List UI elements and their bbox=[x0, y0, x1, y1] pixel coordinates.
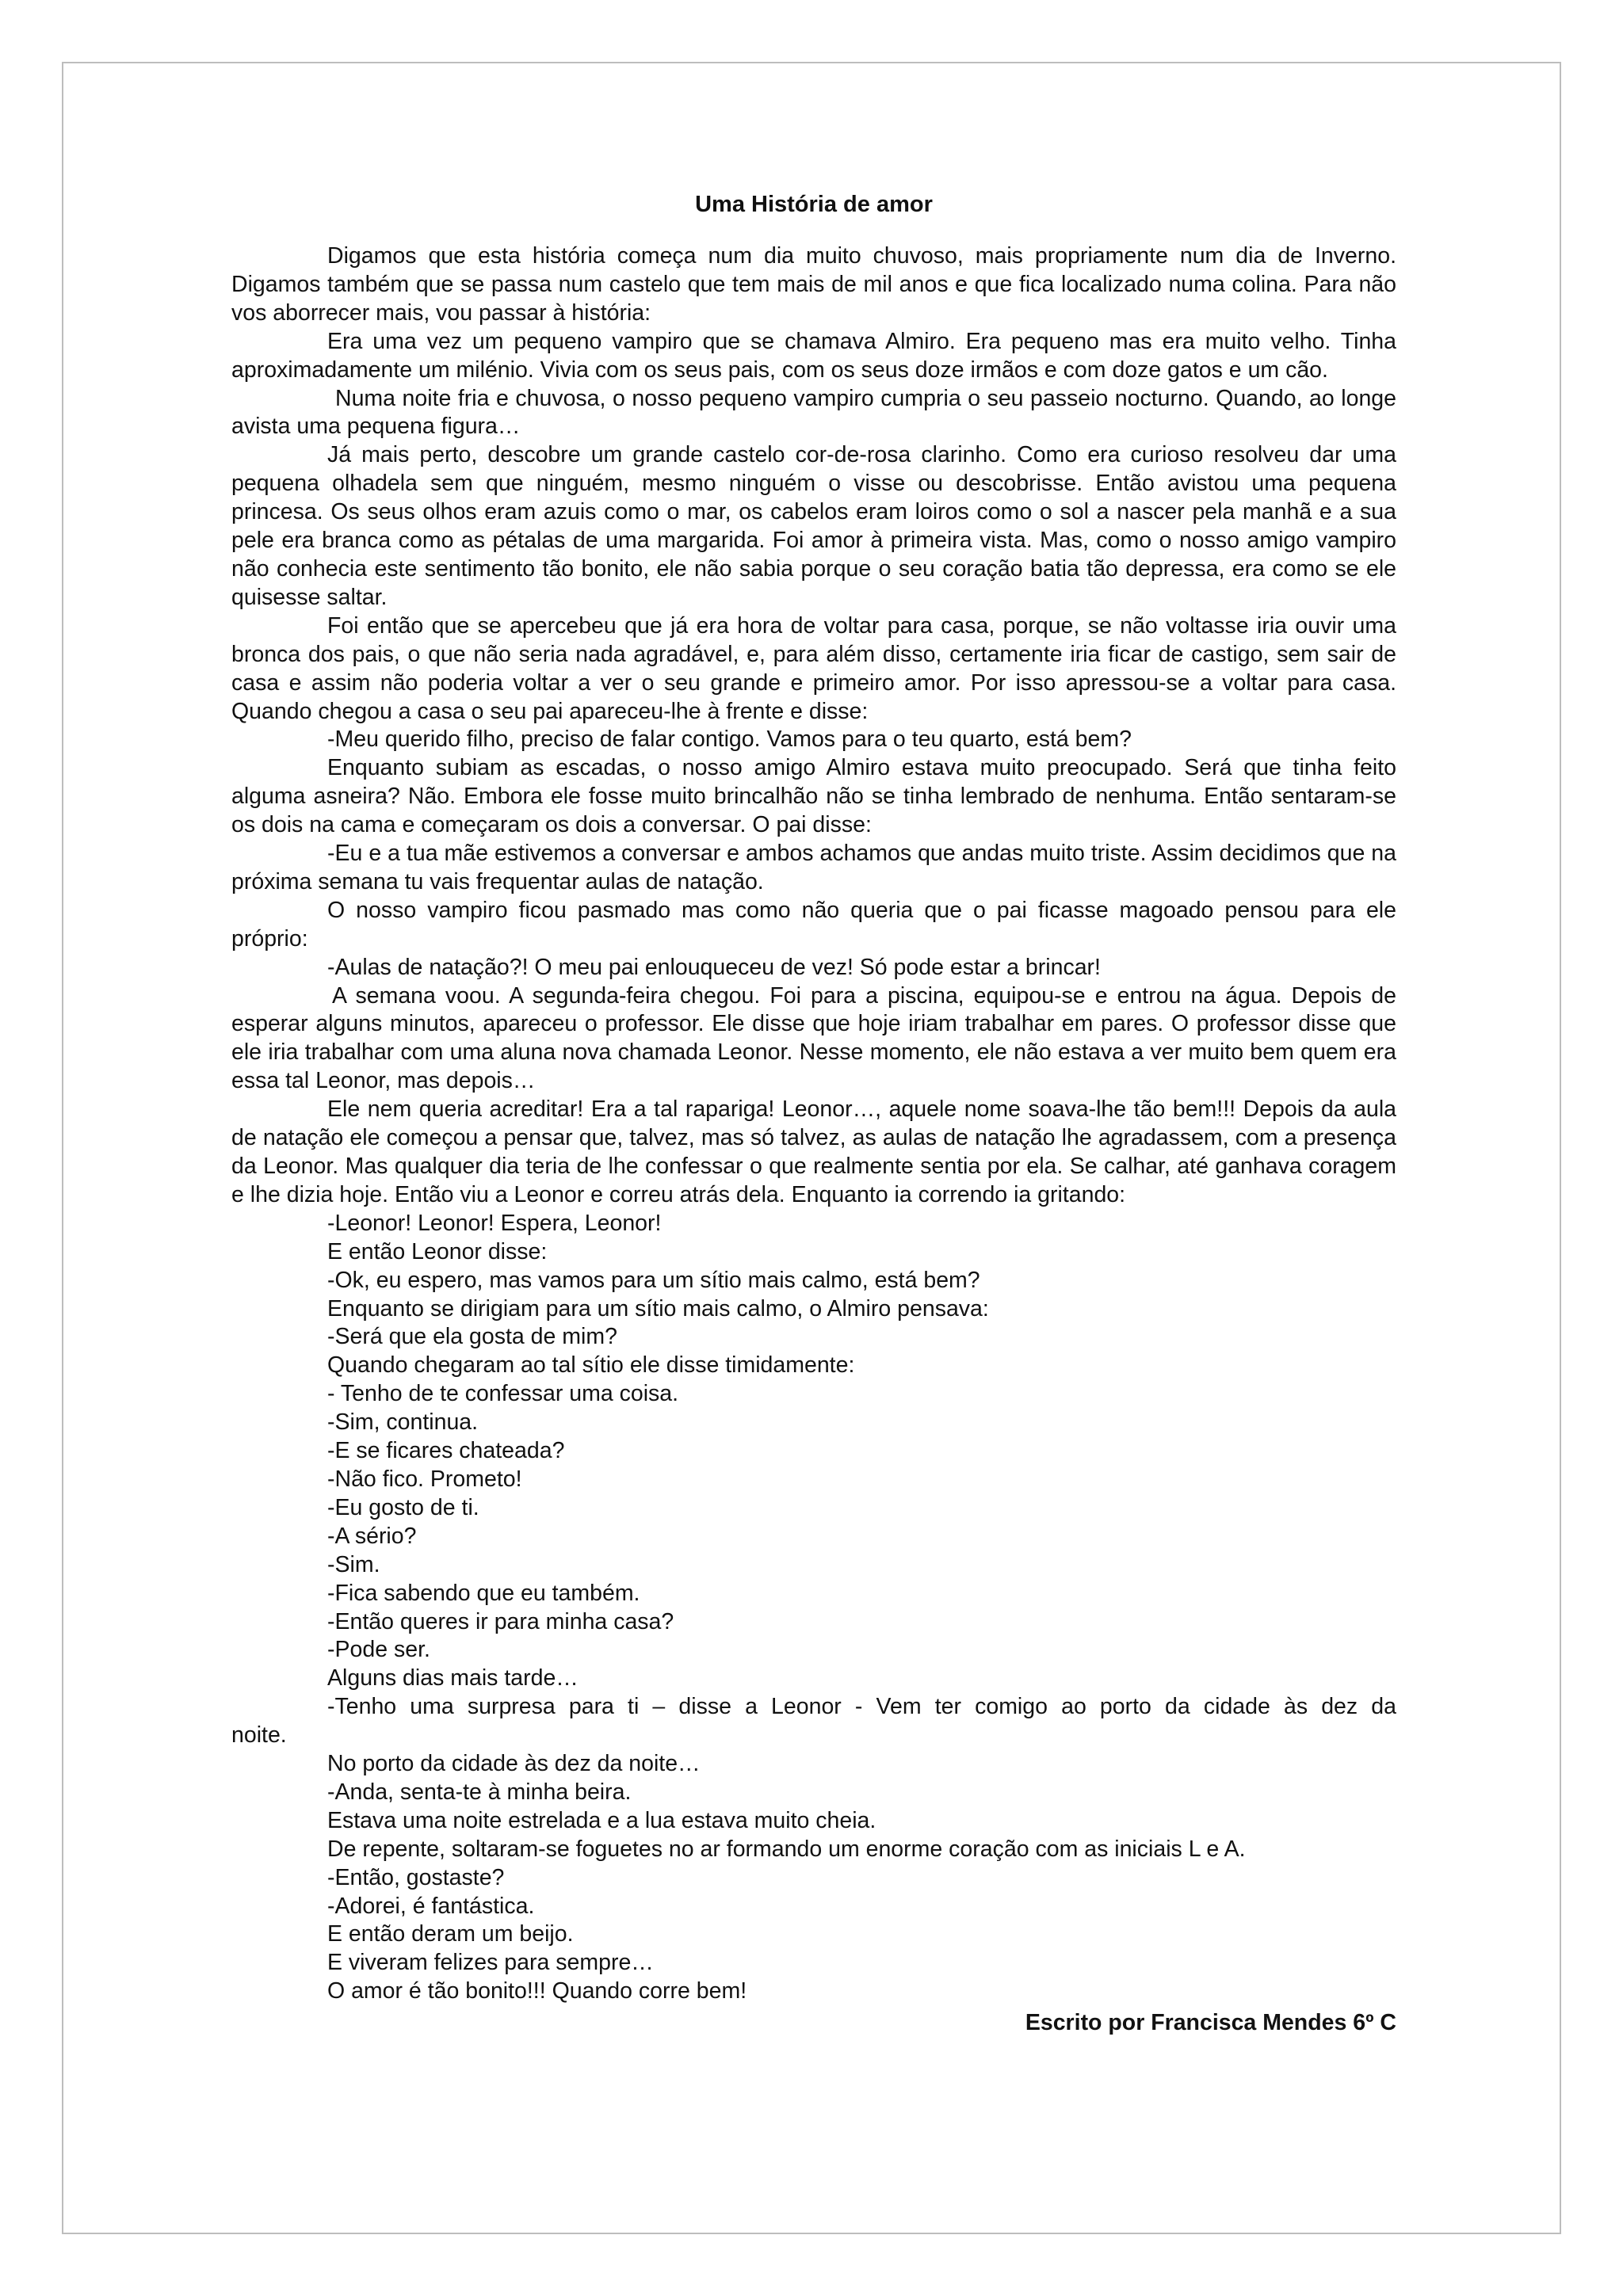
story-paragraph: - Tenho de te confessar uma coisa. bbox=[327, 1381, 679, 1407]
story-paragraph: -Eu gosto de ti. bbox=[327, 1494, 479, 1520]
story-paragraph: -E se ficares chateada? bbox=[327, 1438, 565, 1464]
story-paragraph: -Fica sabendo que eu também. bbox=[327, 1580, 640, 1606]
story-paragraph: No porto da cidade às dez da noite… bbox=[327, 1751, 701, 1777]
story-paragraph: -Será que ela gosta de mim? bbox=[327, 1324, 617, 1350]
story-paragraph: Digamos que esta história começa num dia muito chuvoso, mais propriamente num dia de Inverno. Digamos também que se passa num castelo que tem mais de mil anos e que fica localizado numa colina. Para não vos aborrecer mais, vou passar à história: bbox=[231, 243, 1396, 326]
story-paragraph: E então Leonor disse: bbox=[327, 1238, 548, 1264]
story-paragraph: Enquanto se dirigiam para um sítio mais calmo, o Almiro pensava: bbox=[327, 1295, 989, 1322]
author-signature: Escrito por Francisca Mendes 6º C bbox=[1025, 2010, 1396, 2036]
story-paragraph: A semana voou. A segunda-feira chegou. Foi para a piscina, equipou-se e entrou na água. Depois de esperar alguns minutos, apareceu o professor. Ele disse que hoje iriam trabalhar em pares. O professor disse que ele iria trabalhar com uma aluna nova chamada Leonor. Nesse momento, ele não estava a ver muito bem quem era essa tal Leonor, mas depois… bbox=[231, 982, 1396, 1094]
story-paragraph: Estava uma noite estrelada e a lua estava muito cheia. bbox=[327, 1807, 876, 1833]
story-paragraph: -Anda, senta-te à minha beira. bbox=[327, 1779, 632, 1805]
story-paragraph: De repente, soltaram-se foguetes no ar formando um enorme coração com as iniciais L e A. bbox=[327, 1836, 1246, 1862]
story-paragraph: Quando chegaram ao tal sítio ele disse timidamente: bbox=[327, 1352, 855, 1379]
document-body bbox=[231, 190, 1396, 2038]
story-paragraph: -Meu querido filho, preciso de falar contigo. Vamos para o teu quarto, está bem? bbox=[327, 727, 1132, 753]
story-paragraph: -Então, gostaste? bbox=[327, 1864, 505, 1890]
story-paragraph: Ele nem queria acreditar! Era a tal rapariga! Leonor…, aquele nome soava-lhe tão bem!!! Depois da aula de natação ele começou a pensar que, talvez, mas só talvez, as aulas de natação lhe agradassem, com a presença da Leonor. Mas qualquer dia teria de lhe confessar o que realmente sentia por ela. Se calhar, até ganhava coragem e lhe dizia hoje. Então viu a Leonor e correu atrás dela. Enquanto ia correndo ia gritando: bbox=[231, 1097, 1396, 1207]
story-paragraph: -Pode ser. bbox=[327, 1637, 430, 1663]
story-paragraph: -Tenho uma surpresa para ti – disse a Leonor - Vem ter comigo ao porto da cidade às dez da bbox=[327, 1694, 1396, 1720]
document-title: Uma História de amor bbox=[695, 192, 933, 217]
story-paragraph: E viveram felizes para sempre… bbox=[327, 1950, 654, 1976]
story-paragraph: -Não fico. Prometo! bbox=[327, 1466, 522, 1492]
story-paragraph: noite. bbox=[231, 1722, 287, 1749]
story-paragraph: Numa noite fria e chuvosa, o nosso pequeno vampiro cumpria o seu passeio nocturno. Quando, ao longe avista uma pequena figura… bbox=[231, 385, 1396, 440]
story-paragraph: E então deram um beijo. bbox=[327, 1921, 574, 1947]
story-paragraph: Foi então que se apercebeu que já era hora de voltar para casa, porque, se não voltasse iria ouvir uma bronca dos pais, o que não seria nada agradável, e, para além disso, certamente iria ficar de castigo, sem sair de casa e assim não poderia voltar a ver o seu grande e primeiro amor. Por isso apressou-se a voltar para casa. Quando chegou a casa o seu pai apareceu-lhe à frente e disse: bbox=[231, 612, 1396, 724]
story-paragraph: -Então queres ir para minha casa? bbox=[327, 1608, 674, 1634]
story-paragraph: -Ok, eu espero, mas vamos para um sítio mais calmo, está bem? bbox=[327, 1267, 980, 1293]
story-paragraph: -Sim, continua. bbox=[327, 1409, 479, 1436]
story-paragraph: -Eu e a tua mãe estivemos a conversar e ambos achamos que andas muito triste. Assim decidimos que na próxima semana tu vais frequentar aulas de natação. bbox=[231, 841, 1396, 894]
story-paragraph: O nosso vampiro ficou pasmado mas como não queria que o pai ficasse magoado pensou para ele próprio: bbox=[231, 897, 1396, 952]
story-paragraph: -Aulas de natação?! O meu pai enlouqueceu de vez! Só pode estar a brincar! bbox=[327, 954, 1101, 980]
story-paragraph: Enquanto subiam as escadas, o nosso amigo Almiro estava muito preocupado. Será que tinha feito alguma asneira? Não. Embora ele fosse muito brincalhão não se tinha lembrado de nenhuma. Então sentaram-se os dois na cama e começaram os dois a conversar. O pai disse: bbox=[231, 755, 1396, 838]
story-paragraph: -Sim. bbox=[327, 1551, 380, 1577]
story-paragraph: Alguns dias mais tarde… bbox=[327, 1665, 579, 1691]
story-paragraph: Era uma vez um pequeno vampiro que se chamava Almiro. Era pequeno mas era muito velho. Tinha aproximadamente um milénio. Vivia com os seus pais, com os seus doze irmãos e com doze gatos e um cão. bbox=[231, 328, 1396, 383]
story-paragraph: O amor é tão bonito!!! Quando corre bem! bbox=[327, 1978, 747, 2004]
story-paragraph: -Leonor! Leonor! Espera, Leonor! bbox=[327, 1210, 662, 1236]
story-text bbox=[231, 242, 1396, 2006]
story-paragraph: Já mais perto, descobre um grande castelo cor-de-rosa clarinho. Como era curioso resolveu dar uma pequena olhadela sem que ninguém, mesmo ninguém o visse ou descobrisse. Então avistou uma pequena princesa. Os seus olhos eram azuis como o mar, os cabelos eram loiros como o sol a nascer pela manhã e a sua pele era branca como as pétalas de uma margarida. Foi amor à primeira vista. Mas, como o nosso amigo vampiro não conhecia este sentimento tão bonito, ele não sabia porque o seu coração batia tão depressa, era como se ele quisesse saltar. bbox=[231, 442, 1396, 610]
story-paragraph: -Adorei, é fantástica. bbox=[327, 1893, 535, 1919]
story-paragraph: -A sério? bbox=[327, 1523, 417, 1549]
